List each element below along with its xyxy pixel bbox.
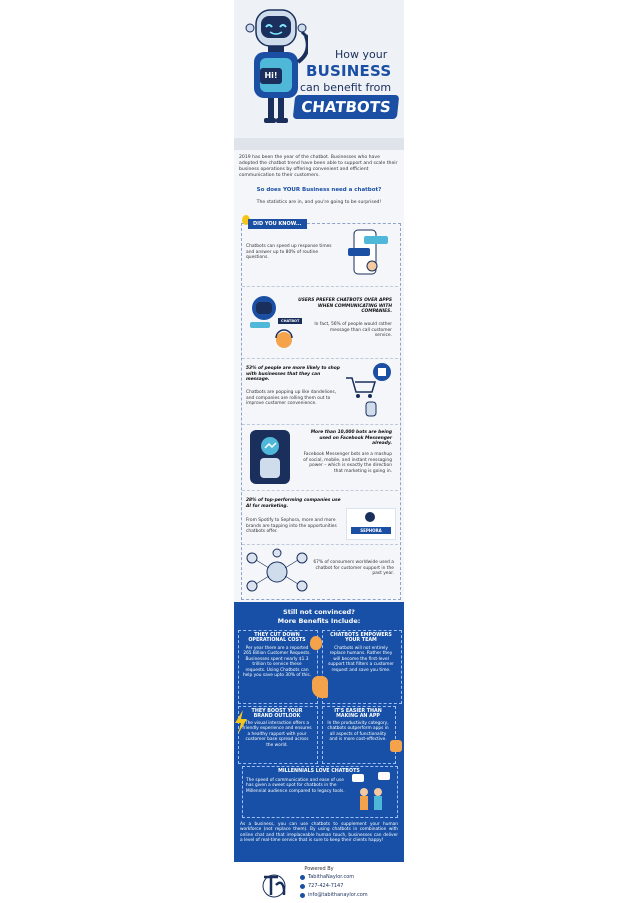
fact-3-heading: 53% of people are more likely to shop with businesses that they can message. (246, 366, 340, 383)
fact-separator (242, 286, 398, 288)
fact-separator (242, 544, 398, 546)
benefit-2-body: Chatbots will not entirely replace humans. Rather they will become the first-level support that filters a customer request and save you time. (328, 646, 394, 673)
robot-hi-badge: Hi! (260, 68, 282, 84)
sephora-logo-text: SEPHORA (351, 527, 391, 534)
closing-paragraph: As a business, you can use chatbots to supplement your human workforce (not replace them). By using chatbots in combination with online chat and that irreplaceable human touch, businesses can deliver a level of real-time service that is sure to keep their clients happy! (240, 822, 398, 844)
benefit-3-body: The visual interaction offers a friendly experience and ensures a healthy rapport with your customer base spread across the world. (242, 721, 312, 748)
footer-website[interactable]: TabithaNaylor.com (308, 874, 355, 880)
benefits-heading-2: More Benefits Include: (277, 617, 361, 625)
money-bag-icon (310, 636, 322, 650)
footer-phone[interactable]: 727-424-7147 (308, 883, 344, 889)
millennials-people-icon (350, 770, 394, 814)
benefit-1-body: Per year there are a reported 265 Billion Customer Requests. Businesses spent nearly $1.3 trillion to service these requests. Using Chatbots can help you save upto 30% of this. (242, 646, 312, 679)
infographic-page (234, 0, 404, 903)
benefit-4-title: IT'S EASIER THAN MAKING AN APP (334, 709, 382, 720)
fact-4-heading: More than 10,000 bots are being used on Facebook Messenger already. (310, 430, 392, 447)
fact-1-text: Chatbots can speed up response times and answer up to 80% of routine questions. (246, 244, 332, 261)
fact-5-heading: 28% of top-performing companies use AI for marketing. (246, 498, 341, 509)
spotify-logo-icon (365, 512, 375, 522)
title-line-1: How your (335, 48, 388, 61)
shopping-cart-icon (344, 362, 394, 418)
fact-separator (242, 358, 398, 360)
benefit-1-title: THEY CUT DOWN OPERATIONAL COSTS (248, 633, 306, 644)
fact-separator (242, 490, 398, 492)
title-line-4: CHATBOTS (293, 95, 400, 119)
messenger-phone-icon (244, 428, 298, 488)
globe-network-icon (244, 548, 310, 594)
benefit-4-body: In the productivity category, chatbots outperform apps in all aspects of functionality and is more cost-effective. (327, 721, 389, 743)
sephora-logo (346, 508, 396, 540)
thumbs-up-icon (390, 740, 402, 752)
title-line-2: BUSINESS (306, 62, 392, 80)
benefit-5-body: The speed of communication and ease of use has given a sweet spot for chatbots in the Millennial audience compared to legacy tools. (246, 778, 345, 794)
email-icon (300, 893, 305, 898)
intro-subtitle: The statistics are in, and you're going to be surprised! (256, 200, 382, 205)
phone-chat-icon (346, 228, 392, 278)
strong-arm-icon (312, 676, 328, 698)
fact-6-text: 67% of consumers worldwide used a chatbot for customer support in the past year. (313, 560, 394, 577)
footer-email[interactable]: info@tabithanaylor.com (308, 892, 368, 898)
fact-2-heading: USERS PREFER CHATBOTS OVER APPS WHEN COMMUNICATING WITH COMPANIES. (298, 298, 392, 315)
fact-5-body: From Spotify to Sephora, more and more brands are tapping into the opportunities chatbots offer. (246, 518, 337, 535)
chatbot-label: CHATBOT (278, 318, 302, 324)
hero-section (234, 0, 404, 140)
did-you-know-heading: DID YOU KNOW... (248, 219, 307, 229)
benefit-2-title: CHATBOTS EMPOWERS YOUR TEAM (330, 633, 392, 644)
fact-2-body: In fact, 56% of people would rather message than call customer service. (314, 322, 392, 339)
tn-logo-icon (260, 873, 288, 899)
benefit-3-title: THEY BOOST YOUR BRAND OUTLOOK (251, 709, 303, 720)
fact-4-body: Facebook Messenger bots are a mashup of social, mobile, and instant messaging power – which is exactly the direction that marketing is going in. (303, 452, 392, 474)
fact-3-body: Chatbots are popping up like dandelions, and companies are rolling them out to improve customer convenience. (246, 390, 337, 407)
phone-icon (300, 884, 305, 889)
powered-by-label: Powered By (304, 866, 334, 872)
title-line-3: can benefit from (300, 81, 392, 94)
header-band (234, 138, 404, 150)
intro-question: So does YOUR Business need a chatbot? (256, 187, 382, 193)
benefit-5-title: MILLENNIALS LOVE CHATBOTS (278, 769, 360, 774)
benefits-heading-1: Still not convinced? (283, 608, 355, 616)
fact-separator (242, 424, 398, 426)
intro-paragraph: 2019 has been the year of the chatbot. Businesses who have adopted the chatbot trend have been able to support and scale their business operations by offering convenient and efficient communication to their customers. (239, 155, 398, 178)
globe-icon (300, 875, 305, 880)
lightning-bolt-icon (234, 710, 248, 734)
